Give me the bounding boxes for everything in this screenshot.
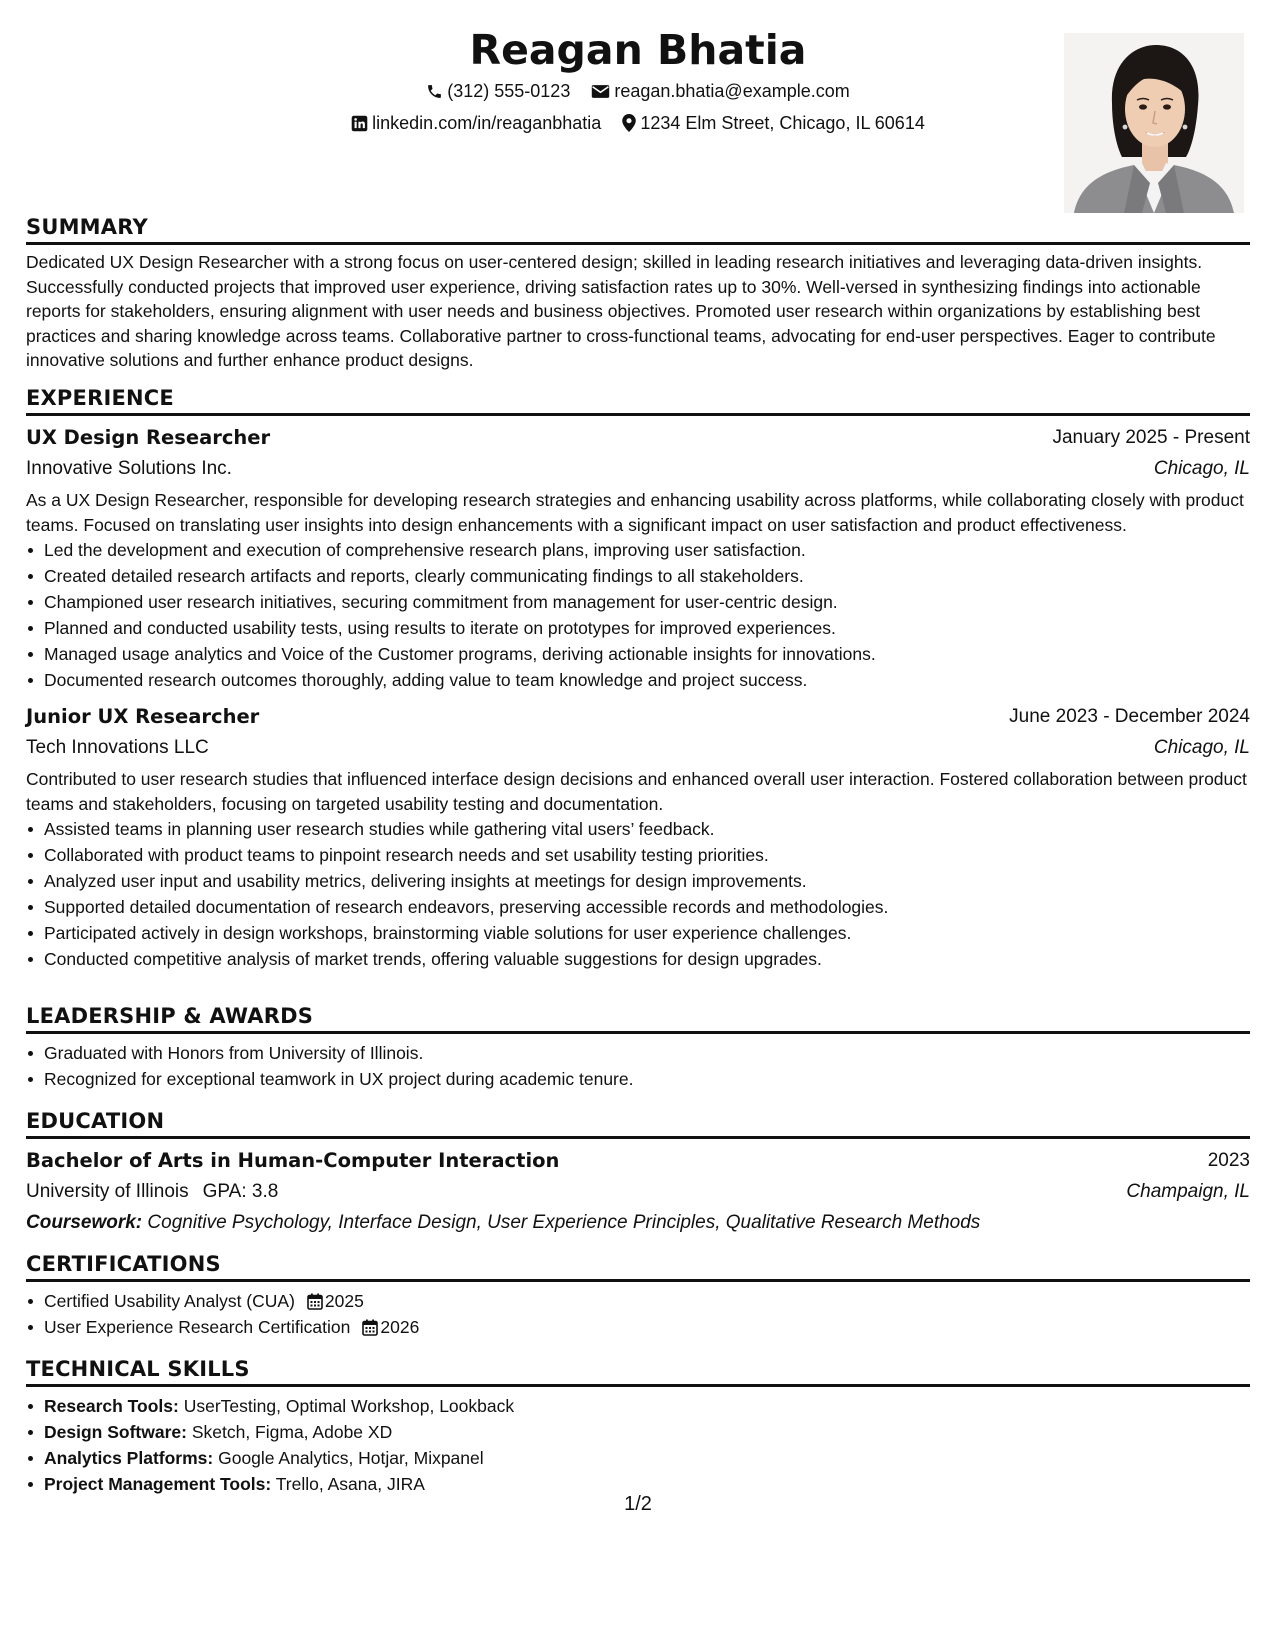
degree-row (26, 1145, 1250, 1176)
certification-name: Certified Usability Analyst (CUA) (44, 1291, 295, 1311)
list-item: Planned and conducted usability tests, using results to iterate on prototypes for improved experiences. (44, 615, 1250, 641)
skill-value: Google Analytics, Hotjar, Mixpanel (218, 1448, 484, 1468)
certifications-list (26, 1288, 1250, 1340)
skill-label: Design Software: (44, 1422, 187, 1442)
summary-text: Dedicated UX Design Researcher with a strong focus on user-centered design; skilled in leading research initiatives and leveraging data-driven insights. Successfully conducted projects that improved user experience, driving satisfaction rates up to 30%. Well-versed in synthesizing findings into actionable reports for stakeholders, ensuring alignment with user needs and business objectives. Promoted user research within organizations by establishing best practices and sharing knowledge across teams. Collaborative partner to cross-functional teams, advocating for end-user perspectives. Eager to contribute innovative solutions and further enhance product designs. (26, 252, 1216, 370)
school-row (26, 1176, 1250, 1207)
certification-name: User Experience Research Certification (44, 1317, 351, 1337)
resume-page (26, 0, 1250, 1650)
job-entry (26, 701, 1250, 972)
skill-label: Analytics Platforms: (44, 1448, 214, 1468)
leadership-list (26, 1040, 1250, 1092)
job-title: UX Design Researcher (26, 426, 271, 449)
list-item (44, 1419, 1250, 1445)
job-location: Chicago, IL (1153, 737, 1250, 758)
coursework-row (26, 1207, 1250, 1238)
job-bullets (26, 816, 1250, 972)
degree-name: Bachelor of Arts in Human-Computer Interaction (26, 1149, 560, 1172)
linkedin-icon (351, 115, 368, 132)
candidate-name: Reagan Bhatia (469, 26, 807, 74)
list-item (44, 1445, 1250, 1471)
skill-label: Project Management Tools: (44, 1474, 272, 1494)
coursework-label: Coursework: (26, 1212, 143, 1233)
list-item: Participated actively in design workshops, brainstorming viable solutions for user experience challenges. (44, 920, 1250, 946)
section-title-leadership: LEADERSHIP & AWARDS (26, 1001, 1250, 1034)
job-dates: January 2025 - Present (1052, 427, 1250, 448)
map-pin-icon (622, 114, 636, 132)
list-item (44, 1314, 1250, 1340)
job-header-row (26, 422, 1250, 453)
section-title-summary: SUMMARY (26, 212, 1250, 245)
job-description: As a UX Design Researcher, responsible for developing research strategies and enhancing usability across platforms, while collaborating closely with product teams. Focused on translating user insights into design enhancements with a significant impact on user satisfaction and product effectiveness. (26, 490, 1244, 535)
resume-header (26, 0, 1250, 210)
job-company: Tech Innovations LLC (26, 737, 209, 758)
list-item: Managed usage analytics and Voice of the Customer programs, deriving actionable insights for innovations. (44, 641, 1250, 667)
envelope-icon (591, 83, 610, 100)
skill-label: Research Tools: (44, 1396, 179, 1416)
section-title-certifications: CERTIFICATIONS (26, 1249, 1250, 1282)
list-item (44, 1288, 1250, 1314)
profile-photo (1064, 33, 1244, 213)
list-item (44, 1393, 1250, 1419)
skill-value: UserTesting, Optimal Workshop, Lookback (183, 1396, 515, 1416)
list-item: Graduated with Honors from University of Illinois. (44, 1040, 1250, 1066)
linkedin-contact[interactable] (351, 111, 601, 135)
list-item: Documented research outcomes thoroughly, adding value to team knowledge and project success. (44, 667, 1250, 693)
list-item: Championed user research initiatives, securing commitment from management for user-centric design. (44, 589, 1250, 615)
calendar-icon (362, 1319, 378, 1336)
certification-year: 2025 (324, 1291, 364, 1311)
coursework-list: Cognitive Psychology, Interface Design, User Experience Principles, Qualitative Research Methods (147, 1212, 981, 1233)
job-location: Chicago, IL (1153, 458, 1250, 479)
section-title-experience: EXPERIENCE (26, 383, 1250, 416)
job-entry (26, 422, 1250, 693)
leadership-section (26, 1001, 1250, 1092)
certifications-section (26, 1249, 1250, 1340)
school-location: Champaign, IL (1126, 1181, 1250, 1202)
address-contact (622, 111, 925, 135)
email-text: reagan.bhatia@example.com (614, 81, 850, 101)
profile-photo-illustration (1064, 33, 1244, 213)
summary-section (26, 212, 1250, 373)
list-item: Conducted competitive analysis of market trends, offering valuable suggestions for design upgrades. (44, 946, 1250, 972)
education-section (26, 1106, 1250, 1238)
list-item: Recognized for exceptional teamwork in UX project during academic tenure. (44, 1066, 1250, 1092)
job-dates: June 2023 - December 2024 (1009, 706, 1250, 727)
calendar-icon (307, 1293, 323, 1310)
skills-list (26, 1393, 1250, 1497)
job-header-row (26, 701, 1250, 732)
education-entry (26, 1145, 1250, 1238)
skill-value: Sketch, Figma, Adobe XD (191, 1422, 393, 1442)
list-item: Assisted teams in planning user research studies while gathering vital users’ feedback. (44, 816, 1250, 842)
list-item: Led the development and execution of comprehensive research plans, improving user satisfaction. (44, 537, 1250, 563)
job-company-row (26, 453, 1250, 484)
email-contact[interactable] (591, 79, 849, 103)
section-title-skills: TECHNICAL SKILLS (26, 1354, 1250, 1387)
phone-icon (426, 83, 443, 100)
gpa: GPA: 3.8 (202, 1181, 279, 1202)
skill-value: Trello, Asana, JIRA (275, 1474, 425, 1494)
section-title-education: EDUCATION (26, 1106, 1250, 1139)
skills-section (26, 1354, 1250, 1497)
school-info (26, 1176, 278, 1207)
experience-section (26, 383, 1250, 972)
phone-contact[interactable] (426, 79, 570, 103)
school-name: University of Illinois (26, 1181, 189, 1202)
certification-year: 2026 (380, 1317, 420, 1337)
page-number: 1/2 (624, 1493, 652, 1515)
list-item: Collaborated with product teams to pinpoint research needs and set usability testing priorities. (44, 842, 1250, 868)
list-item: Supported detailed documentation of research endeavors, preserving accessible records and methodologies. (44, 894, 1250, 920)
graduation-year: 2023 (1207, 1150, 1250, 1171)
linkedin-text: linkedin.com/in/reaganbhatia (372, 113, 602, 133)
list-item: Created detailed research artifacts and reports, clearly communicating findings to all stakeholders. (44, 563, 1250, 589)
address-text: 1234 Elm Street, Chicago, IL 60614 (640, 113, 925, 133)
job-bullets (26, 537, 1250, 693)
job-company: Innovative Solutions Inc. (26, 458, 232, 479)
job-description: Contributed to user research studies that influenced interface design decisions and enhanced overall user interaction. Fostered collaboration between product teams and stakeholders, focusing on targeted usability testing and documentation. (26, 769, 1247, 814)
job-title: Junior UX Researcher (26, 705, 260, 728)
list-item: Analyzed user input and usability metrics, delivering insights at meetings for design improvements. (44, 868, 1250, 894)
phone-text: (312) 555-0123 (447, 81, 571, 101)
job-company-row (26, 732, 1250, 763)
